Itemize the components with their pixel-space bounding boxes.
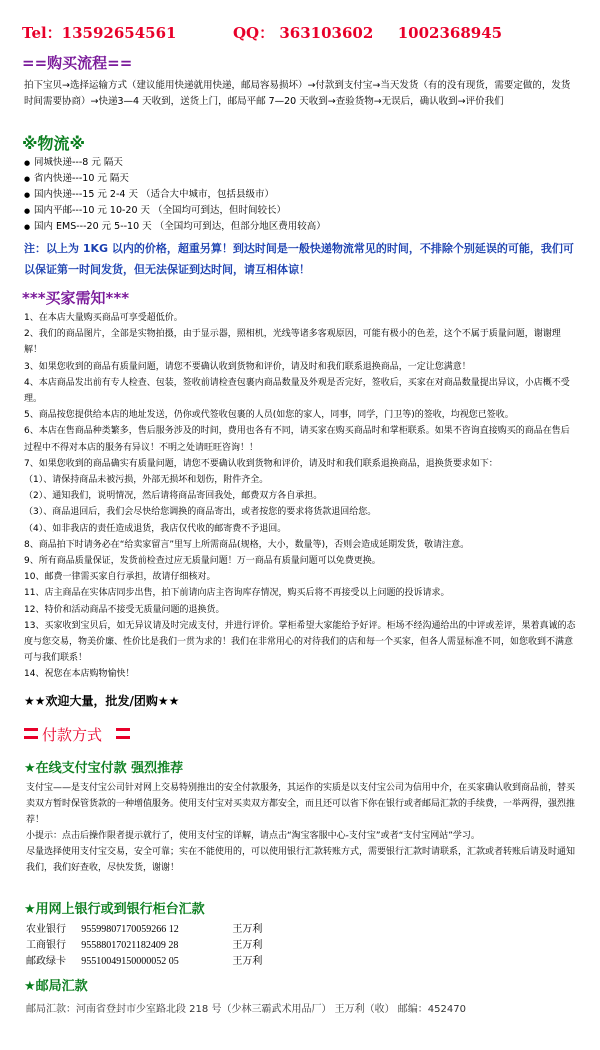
logistics-item: ● 国内平邮---10 元 10-20 天 （全国均可到达，但时间较长） xyxy=(24,203,572,219)
bank-account: 95510049150000052 05 xyxy=(81,956,179,967)
tel-number: Tel：13592654561 xyxy=(22,24,177,42)
notice-item: （4）、如非我店的责任造成退货，我店仅代收的邮寄费不予退回。 xyxy=(24,523,287,534)
welcome-banner: ★★欢迎大量，批发/团购★★ xyxy=(24,694,180,708)
notice-item: 4、本店商品发出前有专人检查、包装，签收前请检查包裹内商品数量及外观是否完好，签收后，买家在对商品数量提出异议，小店概不受理。 xyxy=(24,377,570,405)
bank-account: 95599807170059266 12 xyxy=(81,924,179,935)
left-bar-bottom xyxy=(24,736,38,739)
bank-holder: 王万利 xyxy=(232,924,263,935)
logistics-title: ※物流※ xyxy=(22,134,86,153)
notice-item: 3、如果您收到的商品有质量问题，请您不要确认收到货物和评价，请及时和我们联系退换商品，一定让您满意！ xyxy=(24,361,471,372)
bank-name: 农业银行 xyxy=(26,924,66,935)
alipay-paragraph: 小提示：点击后操作限者提示就行了，使用支付宝的详解，请点击“淘宝客服中心-支付宝”或者“支付宝网站”学习。 xyxy=(26,831,480,841)
right-bar-top xyxy=(116,728,130,731)
bank-name: 邮政绿卡 xyxy=(26,956,66,967)
post-text: 邮局汇款：河南省登封市少室路北段 218 号（少林三霸武术用品厂） 王万利（收） 邮编：452470 xyxy=(26,1004,466,1015)
bank-row xyxy=(26,954,262,970)
logistics-item: ● 国内 EMS---20 元 5--10 天 （全国均可到达，但部分地区费用较高） xyxy=(24,219,572,235)
notice-item: 8、商品拍下时请务必在“给卖家留言”里写上所需商品(规格，大小，数量等)，否则会造成延期发货，敬请注意。 xyxy=(24,539,470,550)
bank-list xyxy=(26,922,262,970)
notice-item: 6、本店在售商品种类繁多，售后服务涉及的时间，费用也各有不同，请买家在购买商品时和掌柜联系。如果不咨询直接购买的商品在售后过程中不得对本店的服务有异议！不明之处请旺旺咨询！！ xyxy=(24,426,570,453)
alipay-title: ★在线支付宝付款 强烈推荐 xyxy=(24,761,184,776)
bank-title: ★用网上银行或到银行柜台汇款 xyxy=(24,902,205,917)
qq-number-2: 1002368945 xyxy=(397,24,503,42)
qq-label: QQ： xyxy=(232,24,275,42)
buyer-notice-list xyxy=(24,310,578,683)
bank-name: 工商银行 xyxy=(26,940,66,951)
bank-holder: 王万利 xyxy=(232,940,263,951)
alipay-paragraph: 尽量选择使用支付宝交易，安全可靠；实在不能使用的，可以使用银行汇款转账方式，需要银行汇款时请联系，汇款或者转账后请及时通知我们，我们好查收，尽快发货，谢谢！ xyxy=(26,847,576,873)
payment-title-block xyxy=(24,724,150,750)
notice-item: 2、我们的商品图片，全部是实物拍摄，由于显示器，照相机，光线等诸多客观原因，可能有极小的色差，这个不属于质量问题，谢谢理解！ xyxy=(24,329,561,356)
notice-item: 10、邮费一律需买家自行承担，故请仔细核对。 xyxy=(24,572,216,583)
notice-item: （1）、请保持商品未被污损，外部无损坏和划伤，附件齐全。 xyxy=(24,475,269,486)
notice-item: （3）、商品退回后，我们会尽快给您调换的商品寄出，或者按您的要求将货款退回给您。 xyxy=(24,507,377,518)
alipay-paragraph: 支付宝——是支付宝公司针对网上交易特别推出的安全付款服务，其运作的实质是以支付宝公司为信用中介，在买家确认收到商品前，替买卖双方暂时保管货款的一种增值服务。使用支付宝对买卖双方都安全，而且还可以省下你在银行或者邮局汇款的手续费，一举两得，强烈推荐！ xyxy=(26,783,576,825)
right-bar-bottom xyxy=(116,736,130,739)
contact-line xyxy=(22,22,502,43)
bank-holder: 王万利 xyxy=(232,956,263,967)
logistics-item: ● 同城快递---8 元 隔天 xyxy=(24,155,572,171)
notice-item: 12、特价和活动商品不接受无质量问题的退换货。 xyxy=(24,604,225,615)
payment-title: 付款方式 xyxy=(42,726,103,744)
left-bar-top xyxy=(24,728,38,731)
logistics-item: ● 国内快递---15 元 2-4 天 （适合大中城市，包括县级市） xyxy=(24,187,572,203)
notice-item: 13、买家收到宝贝后，如无异议请及时完成支付，并进行评价。掌柜希望大家能给予好评。柜场不经沟通给出的中评或差评，果着真诚的态度与您交易，物美价廉、性价比是我们一贯为求的！我们在非常用心的对待我们的店和每一个买家，但各人需显标准不同，如您收到不满意可与我们联系！ xyxy=(24,620,576,664)
bank-row xyxy=(26,922,262,938)
notice-item: （2）、通知我们，说明情况，然后请将商品寄回我处，邮费双方各自承担。 xyxy=(24,491,323,502)
notice-item: 9、所有商品质量保证，发货前检查过应无质量问题！万一商品有质量问题可以免费更换。 xyxy=(24,556,381,567)
notice-item: 7、如果您收到的商品确实有质量问题，请您不要确认收到货物和评价，请及时和我们联系退换商品，退换货要求如下： xyxy=(24,458,498,469)
bank-row xyxy=(26,938,262,954)
qq-number-1: 363103602 xyxy=(279,24,374,42)
post-title: ★邮局汇款 xyxy=(24,979,88,994)
logistics-list xyxy=(24,155,572,235)
alipay-text xyxy=(26,780,578,876)
notice-item: 5、商品按您提供给本店的地址发送，仍你或代签收包裹的人员(如您的家人，同事，同学，门卫等)的签收，均视您已签收。 xyxy=(24,410,514,421)
notice-item: 14、祝您在本店购物愉快！ xyxy=(24,669,135,680)
logistics-item: ● 省内快递---10 元 隔天 xyxy=(24,171,572,187)
purchase-flow-text: 拍下宝贝→选择运输方式（建议能用快递就用快递，邮局容易损坏）→付款到支付宝→当天发货（有的没有现货，需要定做的，发货时间需要协商）→快递3—4 天收到，送货上门，邮局平邮 7—20 天收到→查验货物→无误后，确认收到→评价我们 xyxy=(24,80,571,107)
notice-item: 11、店主商品在实体店同步出售，拍下前请向店主咨询库存情况，购买后将不再接受以上问题的投诉请求。 xyxy=(24,588,450,599)
bank-account: 95588017021182409 28 xyxy=(81,940,179,951)
purchase-flow-title: ==购买流程== xyxy=(22,54,133,72)
buyer-notice-title: ***买家需知*** xyxy=(22,289,130,307)
notice-item: 1、在本店大量购买商品可享受超低价。 xyxy=(24,313,183,323)
shipping-note: 注：以上为 1KG 以内的价格，超重另算！到达时间是一般快递物流常见的时间，不排除个别延误的可能，我们可以保证第一时间发货，但无法保证到达时间，请互相体谅！ xyxy=(24,242,574,276)
